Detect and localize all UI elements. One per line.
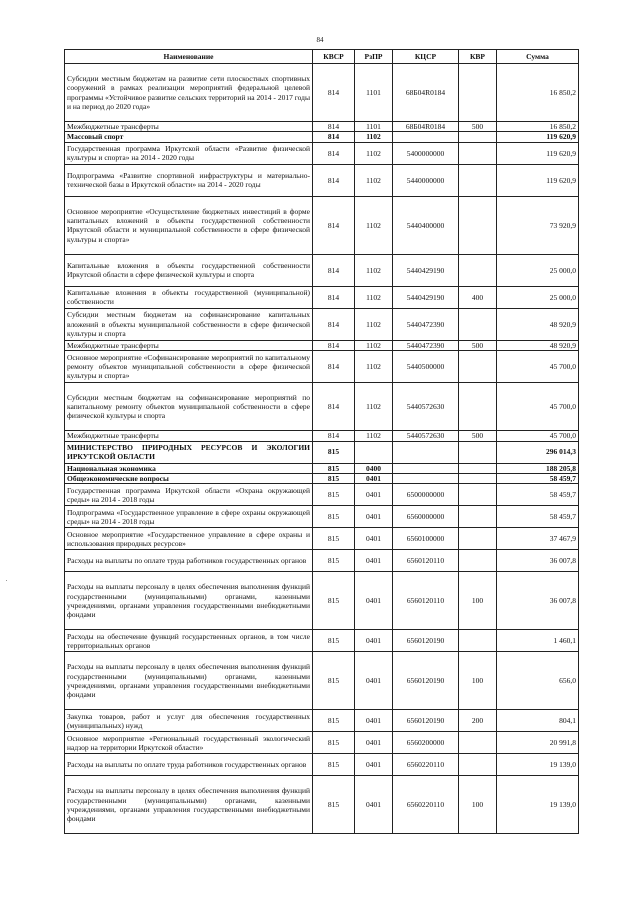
header-sum: Сумма	[497, 50, 579, 64]
table-row	[65, 630, 579, 652]
cell-sum: 19 139,0	[497, 754, 579, 776]
cell-name: Расходы на выплаты персоналу в целях обеспечения выполнения функций государственными (муниципальными) органами, казенными учреждениями, органами управления государственными внебюджетными фондами	[65, 572, 313, 630]
cell-sum: 119 620,9	[497, 164, 579, 196]
cell-rzpr: 1101	[355, 64, 393, 122]
cell-kvr: 200	[459, 710, 497, 732]
cell-kcsr: 5440429190	[393, 286, 459, 308]
cell-sum: 25 000,0	[497, 286, 579, 308]
cell-kvr: 500	[459, 431, 497, 441]
cell-name: Расходы на выплаты по оплате труда работников государственных органов	[65, 754, 313, 776]
cell-name: Субсидии местным бюджетам на софинансирование мероприятий по капитальному ремонту объектов муниципальной собственности в сфере физической культуры и спорта	[65, 383, 313, 431]
cell-kvr: 100	[459, 652, 497, 710]
cell-rzpr: 1102	[355, 351, 393, 383]
cell-sum: 119 620,9	[497, 132, 579, 142]
cell-name: Подпрограмма «Государственное управление в сфере охраны окружающей среды» на 2014 - 2018 годы	[65, 506, 313, 528]
cell-kvsr: 815	[313, 528, 355, 550]
table-row	[65, 383, 579, 431]
cell-kvr	[459, 441, 497, 463]
cell-kcsr: 6560120190	[393, 710, 459, 732]
cell-sum: 73 920,9	[497, 196, 579, 254]
header-name: Наименование	[65, 50, 313, 64]
cell-kcsr: 6560220110	[393, 754, 459, 776]
cell-sum: 36 007,8	[497, 550, 579, 572]
cell-name: Капитальные вложения в объекты государственной собственности Иркутской области в сфере физической культуры и спорта	[65, 254, 313, 286]
cell-rzpr: 0401	[355, 474, 393, 484]
cell-sum: 37 467,9	[497, 528, 579, 550]
cell-kcsr: 68Б04R0184	[393, 64, 459, 122]
cell-kvsr: 815	[313, 776, 355, 834]
table-row	[65, 122, 579, 132]
cell-sum: 656,0	[497, 652, 579, 710]
cell-kcsr	[393, 132, 459, 142]
cell-name: Расходы на выплаты персоналу в целях обеспечения выполнения функций государственными (муниципальными) органами, казенными учреждениями, органами управления государственными внебюджетными фондами	[65, 776, 313, 834]
table-header-row	[65, 50, 579, 64]
cell-name: Основное мероприятие «Осуществление бюджетных инвестиций в форме капитальных вложений в объекты государственной собственности Иркутской области и муниципальной собственности в сфере физической культуры и спорта»	[65, 196, 313, 254]
cell-kvsr: 815	[313, 710, 355, 732]
cell-sum: 45 700,0	[497, 431, 579, 441]
cell-kvr	[459, 132, 497, 142]
cell-sum: 1 460,1	[497, 630, 579, 652]
cell-sum: 804,1	[497, 710, 579, 732]
cell-kvr: 400	[459, 286, 497, 308]
cell-kvr: 100	[459, 572, 497, 630]
cell-kvsr: 815	[313, 652, 355, 710]
table-row	[65, 286, 579, 308]
table-row	[65, 142, 579, 164]
table-row	[65, 340, 579, 350]
cell-kcsr	[393, 441, 459, 463]
cell-name: МИНИСТЕРСТВО ПРИРОДНЫХ РЕСУРСОВ И ЭКОЛОГИИ ИРКУТСКОЙ ОБЛАСТИ	[65, 441, 313, 463]
table-row	[65, 431, 579, 441]
cell-kcsr: 5440000000	[393, 164, 459, 196]
cell-kvr	[459, 142, 497, 164]
cell-rzpr: 0401	[355, 528, 393, 550]
cell-name: Национальная экономика	[65, 463, 313, 473]
cell-name: Межбюджетные трансферты	[65, 431, 313, 441]
table-row	[65, 484, 579, 506]
cell-sum: 58 459,7	[497, 506, 579, 528]
cell-name: Массовый спорт	[65, 132, 313, 142]
cell-kvr	[459, 196, 497, 254]
cell-kvsr: 815	[313, 550, 355, 572]
cell-rzpr: 0401	[355, 630, 393, 652]
cell-kvr	[459, 463, 497, 473]
cell-rzpr: 1102	[355, 340, 393, 350]
cell-name: Межбюджетные трансферты	[65, 340, 313, 350]
cell-kvsr: 814	[313, 254, 355, 286]
table-row	[65, 474, 579, 484]
cell-kcsr: 6560120190	[393, 652, 459, 710]
cell-kvsr: 814	[313, 431, 355, 441]
cell-kcsr: 5400000000	[393, 142, 459, 164]
cell-kvr	[459, 254, 497, 286]
cell-rzpr: 0401	[355, 484, 393, 506]
cell-rzpr: 1102	[355, 142, 393, 164]
cell-sum: 48 920,9	[497, 308, 579, 340]
cell-kvsr: 815	[313, 463, 355, 473]
cell-rzpr: 0401	[355, 776, 393, 834]
cell-kcsr: 6560220110	[393, 776, 459, 834]
scan-artifact	[6, 580, 7, 581]
cell-kvsr: 814	[313, 286, 355, 308]
cell-kvr	[459, 528, 497, 550]
cell-kvsr: 814	[313, 164, 355, 196]
cell-kvr	[459, 484, 497, 506]
table-row	[65, 196, 579, 254]
table-row	[65, 572, 579, 630]
cell-kcsr: 5440429190	[393, 254, 459, 286]
cell-kcsr: 6560120110	[393, 550, 459, 572]
cell-sum: 45 700,0	[497, 383, 579, 431]
cell-kvr	[459, 164, 497, 196]
cell-name: Государственная программа Иркутской области «Охрана окружающей среды» на 2014 - 2018 годы	[65, 484, 313, 506]
cell-kvsr: 814	[313, 132, 355, 142]
cell-kcsr: 6560120190	[393, 630, 459, 652]
cell-kvr	[459, 506, 497, 528]
cell-kcsr: 6500000000	[393, 484, 459, 506]
cell-sum: 19 139,0	[497, 776, 579, 834]
cell-rzpr: 0401	[355, 572, 393, 630]
table-row	[65, 754, 579, 776]
cell-kcsr: 5440572630	[393, 431, 459, 441]
cell-name: Расходы на выплаты по оплате труда работников государственных органов	[65, 550, 313, 572]
cell-kcsr: 5440572630	[393, 383, 459, 431]
cell-kvsr: 814	[313, 308, 355, 340]
cell-kcsr: 5440472390	[393, 340, 459, 350]
cell-sum: 58 459,7	[497, 474, 579, 484]
table-row	[65, 710, 579, 732]
cell-name: Общеэкономические вопросы	[65, 474, 313, 484]
cell-name: Субсидии местным бюджетам на софинансирование капитальных вложений в объекты муниципальной собственности в сфере физической культуры и спорта	[65, 308, 313, 340]
cell-kvr	[459, 351, 497, 383]
table-row	[65, 64, 579, 122]
cell-kcsr	[393, 463, 459, 473]
cell-kvsr: 814	[313, 142, 355, 164]
cell-rzpr: 0401	[355, 652, 393, 710]
cell-kvsr: 815	[313, 630, 355, 652]
cell-kvsr: 814	[313, 122, 355, 132]
cell-rzpr: 1102	[355, 196, 393, 254]
cell-name: Подпрограмма «Развитие спортивной инфраструктуры и материально- технической базы в Иркутской области» на 2014 - 2020 годы	[65, 164, 313, 196]
cell-rzpr: 0401	[355, 710, 393, 732]
table-row	[65, 308, 579, 340]
cell-kvr: 100	[459, 776, 497, 834]
cell-kvr: 500	[459, 122, 497, 132]
cell-sum: 25 000,0	[497, 254, 579, 286]
cell-kvr: 500	[459, 340, 497, 350]
cell-name: Расходы на обеспечение функций государственных органов, в том числе территориальных органов	[65, 630, 313, 652]
cell-kvsr: 814	[313, 340, 355, 350]
cell-rzpr: 1102	[355, 132, 393, 142]
cell-kvr	[459, 732, 497, 754]
cell-kvr	[459, 630, 497, 652]
cell-kcsr: 6560100000	[393, 528, 459, 550]
cell-name: Закупка товаров, работ и услуг для обеспечения государственных (муниципальных) нужд	[65, 710, 313, 732]
cell-kvsr: 815	[313, 732, 355, 754]
cell-sum: 16 850,2	[497, 122, 579, 132]
cell-kcsr	[393, 474, 459, 484]
cell-sum: 58 459,7	[497, 484, 579, 506]
cell-name: Основное мероприятие «Региональный государственный экологический надзор на территории Иркутской области»	[65, 732, 313, 754]
cell-sum: 188 205,8	[497, 463, 579, 473]
cell-rzpr: 0401	[355, 550, 393, 572]
cell-name: Субсидии местным бюджетам на развитие сети плоскостных спортивных сооружений в рамках реализации мероприятий федеральной целевой программы «Устойчивое развитие сельских территорий на 2014 - 2017 годы и на период до 2020 года»	[65, 64, 313, 122]
header-rzpr: РзПР	[355, 50, 393, 64]
cell-kvsr: 814	[313, 383, 355, 431]
cell-sum: 48 920,9	[497, 340, 579, 350]
table-row	[65, 652, 579, 710]
cell-kvr	[459, 308, 497, 340]
cell-kvsr: 815	[313, 506, 355, 528]
cell-sum: 16 850,2	[497, 64, 579, 122]
cell-sum: 45 700,0	[497, 351, 579, 383]
cell-rzpr: 1102	[355, 254, 393, 286]
cell-kcsr: 6560120110	[393, 572, 459, 630]
cell-kvsr: 814	[313, 196, 355, 254]
cell-rzpr: 0401	[355, 506, 393, 528]
cell-rzpr: 0401	[355, 754, 393, 776]
table-row	[65, 254, 579, 286]
table-row	[65, 776, 579, 834]
cell-kvsr: 815	[313, 754, 355, 776]
table-row	[65, 550, 579, 572]
cell-kcsr: 6560200000	[393, 732, 459, 754]
cell-rzpr: 1102	[355, 383, 393, 431]
cell-name: Государственная программа Иркутской области «Развитие физической культуры и спорта» на 2014 - 2020 годы	[65, 142, 313, 164]
cell-name: Межбюджетные трансферты	[65, 122, 313, 132]
cell-rzpr: 1102	[355, 431, 393, 441]
cell-kvr	[459, 550, 497, 572]
cell-kvr	[459, 64, 497, 122]
cell-kvr	[459, 754, 497, 776]
cell-kvsr: 815	[313, 572, 355, 630]
page-number: 84	[316, 36, 324, 44]
cell-kvsr: 815	[313, 474, 355, 484]
table-row	[65, 732, 579, 754]
cell-sum: 20 991,8	[497, 732, 579, 754]
cell-rzpr: 1102	[355, 164, 393, 196]
table-row	[65, 506, 579, 528]
cell-name: Капитальные вложения в объекты государственной (муниципальной) собственности	[65, 286, 313, 308]
cell-rzpr: 1102	[355, 286, 393, 308]
cell-kcsr: 5440400000	[393, 196, 459, 254]
table-row	[65, 441, 579, 463]
table-row	[65, 132, 579, 142]
cell-kcsr: 68Б04R0184	[393, 122, 459, 132]
table-row	[65, 164, 579, 196]
cell-kvsr: 815	[313, 441, 355, 463]
cell-kcsr: 5440500000	[393, 351, 459, 383]
cell-rzpr: 1101	[355, 122, 393, 132]
header-kvr: КВР	[459, 50, 497, 64]
header-kvsr: КВСР	[313, 50, 355, 64]
cell-sum: 119 620,9	[497, 142, 579, 164]
cell-rzpr: 0400	[355, 463, 393, 473]
header-kcsr: КЦСР	[393, 50, 459, 64]
cell-kvsr: 814	[313, 64, 355, 122]
cell-kcsr: 5440472390	[393, 308, 459, 340]
cell-kcsr: 6560000000	[393, 506, 459, 528]
cell-rzpr	[355, 441, 393, 463]
cell-kvsr: 814	[313, 351, 355, 383]
table-row	[65, 463, 579, 473]
cell-kvr	[459, 474, 497, 484]
cell-rzpr: 0401	[355, 732, 393, 754]
cell-kvsr: 815	[313, 484, 355, 506]
cell-sum: 296 014,3	[497, 441, 579, 463]
cell-kvr	[459, 383, 497, 431]
cell-sum: 36 007,8	[497, 572, 579, 630]
cell-rzpr: 1102	[355, 308, 393, 340]
cell-name: Основное мероприятие «Государственное управление в сфере охраны и использования природных ресурсов»	[65, 528, 313, 550]
cell-name: Основное мероприятие «Софинансирование мероприятий по капитальному ремонту объектов муниципальной собственности в сфере физической культуры и спорта»	[65, 351, 313, 383]
cell-name: Расходы на выплаты персоналу в целях обеспечения выполнения функций государственными (муниципальными) органами, казенными учреждениями, органами управления государственными внебюджетными фондами	[65, 652, 313, 710]
table-row	[65, 351, 579, 383]
budget-table	[64, 49, 579, 834]
table-row	[65, 528, 579, 550]
